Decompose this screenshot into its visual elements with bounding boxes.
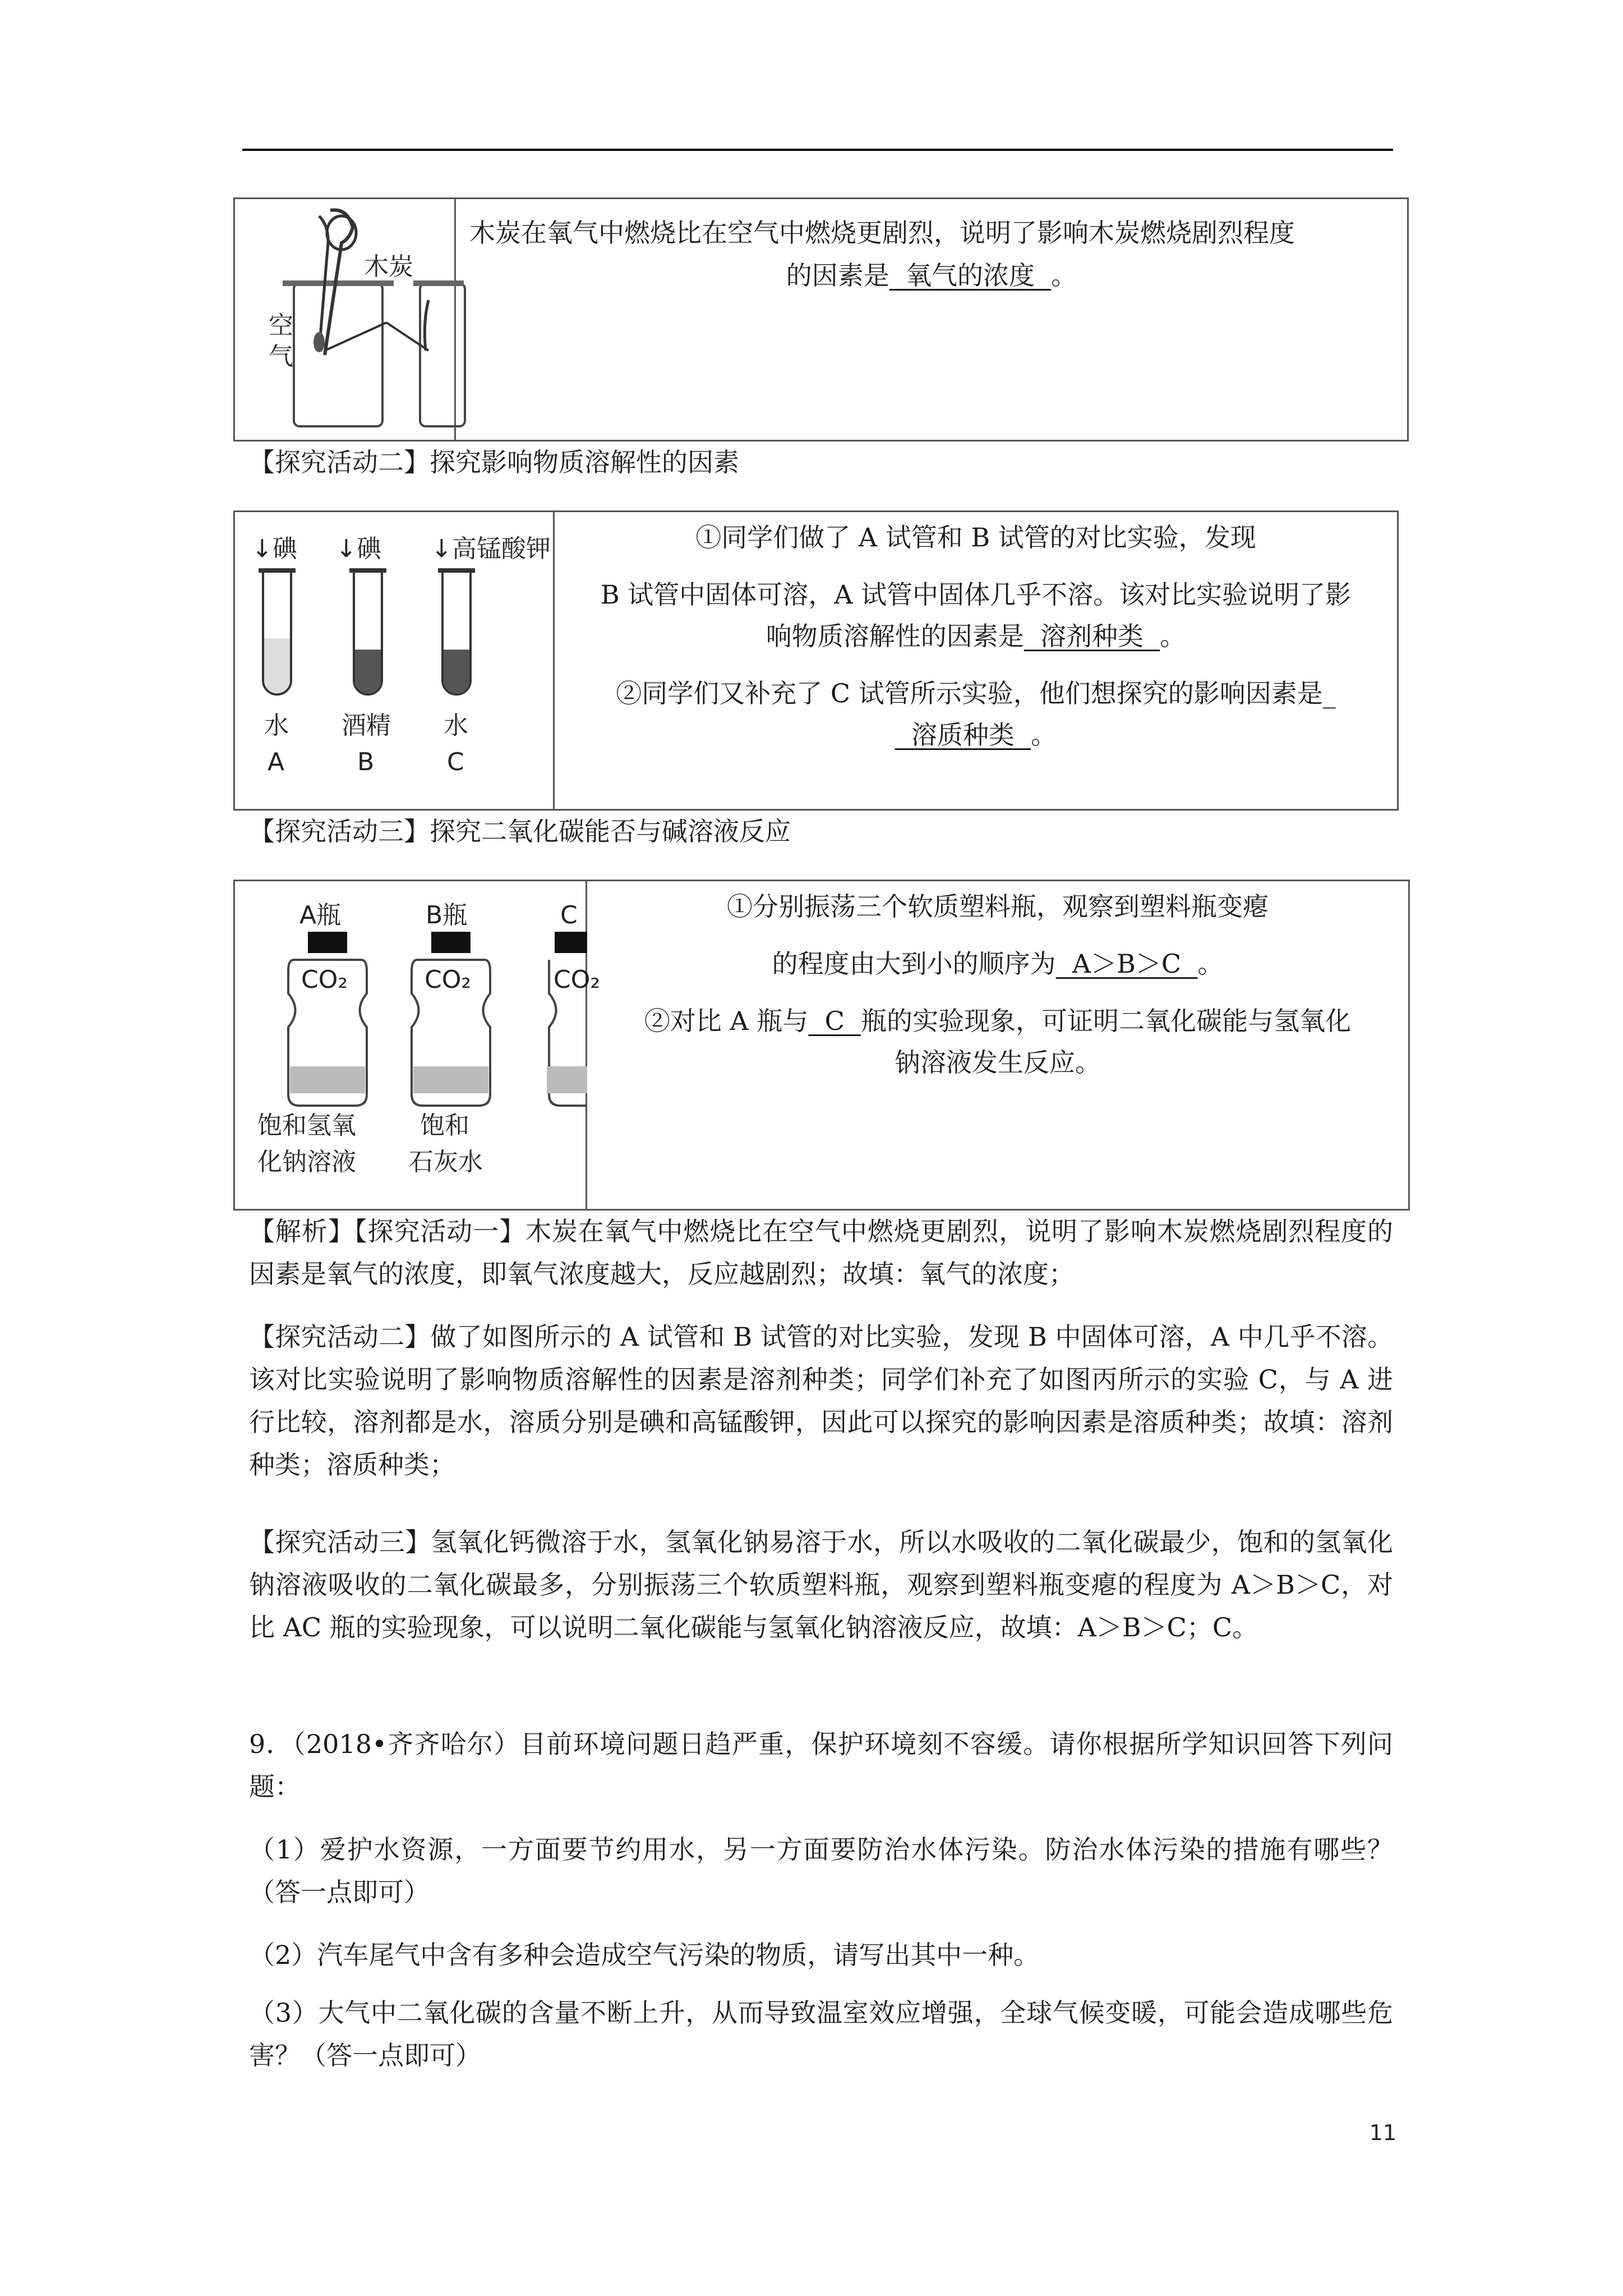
activity2-q2-line2: 溶质种类 。	[895, 720, 1057, 750]
tube-b-top-label: ↓碘	[336, 535, 381, 563]
activity3-q2-line2: 钠溶液发生反应。	[895, 1047, 1101, 1078]
air-label-2: 气	[269, 342, 293, 371]
bottle-answer-blank: C	[808, 1006, 861, 1036]
analysis-paragraph-3: 【探究活动三】氢氧化钙微溶于水，氢氧化钠易溶于水，所以水吸收的二氧化碳最少，饱和的氢氧化钠溶液吸收的二氧化碳最多，分别振荡三个软质塑料瓶，观察到塑料瓶变瘪的程度为 A＞B＞C，对比 AC 瓶的实验现象，可以说明二氧化碳能与氢氧化钠溶液反应，故填：A＞B＞C；C。	[249, 1527, 1393, 1642]
tube-a-top-label: ↓碘	[252, 535, 297, 563]
tube-c-solvent: 水	[444, 711, 468, 740]
activity1-line2: 的因素是 氧气的浓度 。	[786, 260, 1077, 291]
bottle-c-gas: CO₂	[554, 965, 600, 994]
activity1-table	[233, 197, 1409, 441]
activity3-q2-line1: ②对比 A 瓶与 C 瓶的实验现象，可证明二氧化碳能与氢氧化	[644, 1006, 1352, 1036]
question9-part1: （1）爱护水资源，一方面要节约用水，另一方面要防治水体污染。防治水体污染的措施有哪些？（答一点即可）	[249, 1834, 1393, 1907]
activity2-heading: 【探究活动二】探究影响物质溶解性的因素	[249, 447, 739, 477]
activity2-q1-line1: ①同学们做了 A 试管和 B 试管的对比实验，发现	[695, 522, 1256, 553]
solute-answer-blank: 溶质种类	[895, 720, 1031, 750]
activity3-text	[587, 881, 1408, 1209]
tube-a-label: A	[268, 748, 285, 776]
order-answer-blank: A＞B＞C	[1055, 949, 1198, 979]
activity1-text	[456, 199, 1407, 440]
bottle-a-label: A瓶	[299, 901, 342, 930]
liquid-b-line2: 石灰水	[409, 1148, 483, 1176]
liquid-a-line1: 饱和氢氧	[257, 1111, 356, 1140]
activity2-q2-line1: ②同学们又补充了 C 试管所示实验，他们想探究的影响因素是_	[616, 678, 1336, 708]
liquid-a-line2: 化钠溶液	[257, 1148, 356, 1176]
tube-b-solvent: 酒精	[342, 711, 391, 740]
bottle-a-gas: CO₂	[301, 965, 348, 994]
solvent-answer-blank: 溶剂种类	[1023, 621, 1160, 651]
header-rule	[242, 149, 1393, 151]
bottle-c-label: C	[560, 901, 578, 930]
activity3-q1-line2: 的程度由大到小的顺序为 A＞B＞C 。	[772, 949, 1224, 979]
analysis-paragraph-2: 【探究活动二】做了如图所示的 A 试管和 B 试管的对比实验，发现 B 中固体可溶，A 中几乎不溶。该对比实验说明了影响物质溶解性的因素是溶剂种类；同学们补充了如图丙所示的实验 C，与 A 进行比较，溶剂都是水，溶质分别是碘和高锰酸钾，因此可以探究的影响因素是溶质种类；故填：溶剂种类；溶质种类；	[249, 1322, 1393, 1480]
bottle-b-label: B瓶	[426, 901, 468, 930]
tube-b-label: B	[357, 748, 375, 776]
activity3-heading: 【探究活动三】探究二氧化碳能否与碱溶液反应	[249, 816, 791, 846]
question9-part3: （3）大气中二氧化碳的含量不断上升，从而导致温室效应增强，全球气候变暖，可能会造成哪些危害？（答一点即可）	[249, 1998, 1393, 2070]
charcoal-label: 木炭	[364, 252, 413, 281]
test-tubes-figure	[235, 512, 555, 809]
answer-blank: 氧气的浓度	[889, 260, 1052, 291]
charcoal-combustion-figure	[235, 199, 456, 440]
question9-intro: 9．（2018•齐齐哈尔）目前环境问题日趋严重，保护环境刻不容缓。请你根据所学知识回答下列问题：	[249, 1729, 1393, 1802]
question9-part2: （2）汽车尾气中含有多种会造成空气污染的物质，请写出其中一种。	[249, 1940, 1040, 1970]
activity2-q1-line3: 响物质溶解性的因素是 溶剂种类 。	[766, 621, 1186, 651]
page-number: 11	[1369, 2120, 1396, 2145]
activity2-q1-line2: B 试管中固体可溶，A 试管中固体几乎不溶。该对比实验说明了影	[600, 579, 1352, 610]
activity2-table	[233, 510, 1399, 811]
plastic-bottles-figure	[235, 881, 600, 1209]
activity1-line1: 木炭在氧气中燃烧比在空气中燃烧更剧烈，说明了影响木炭燃烧剧烈程度	[469, 218, 1295, 248]
liquid-b-line1: 饱和	[420, 1111, 469, 1140]
tube-c-label: C	[447, 748, 464, 776]
activity2-text	[555, 512, 1397, 809]
bottle-b-gas: CO₂	[425, 965, 471, 994]
tube-c-top-label: ↓高锰酸钾	[431, 535, 551, 563]
air-label-1: 空	[269, 311, 293, 340]
activity3-q1-line1: ①分别振荡三个软质塑料瓶，观察到塑料瓶变瘪	[727, 891, 1269, 922]
activity3-table	[233, 880, 1410, 1211]
analysis-paragraph-1: 【解析】【探究活动一】木炭在氧气中燃烧比在空气中燃烧更剧烈，说明了影响木炭燃烧剧烈程度的因素是氧气的浓度，即氧气浓度越大，反应越剧烈；故填：氧气的浓度；	[249, 1216, 1393, 1289]
tube-a-solvent: 水	[264, 711, 289, 740]
